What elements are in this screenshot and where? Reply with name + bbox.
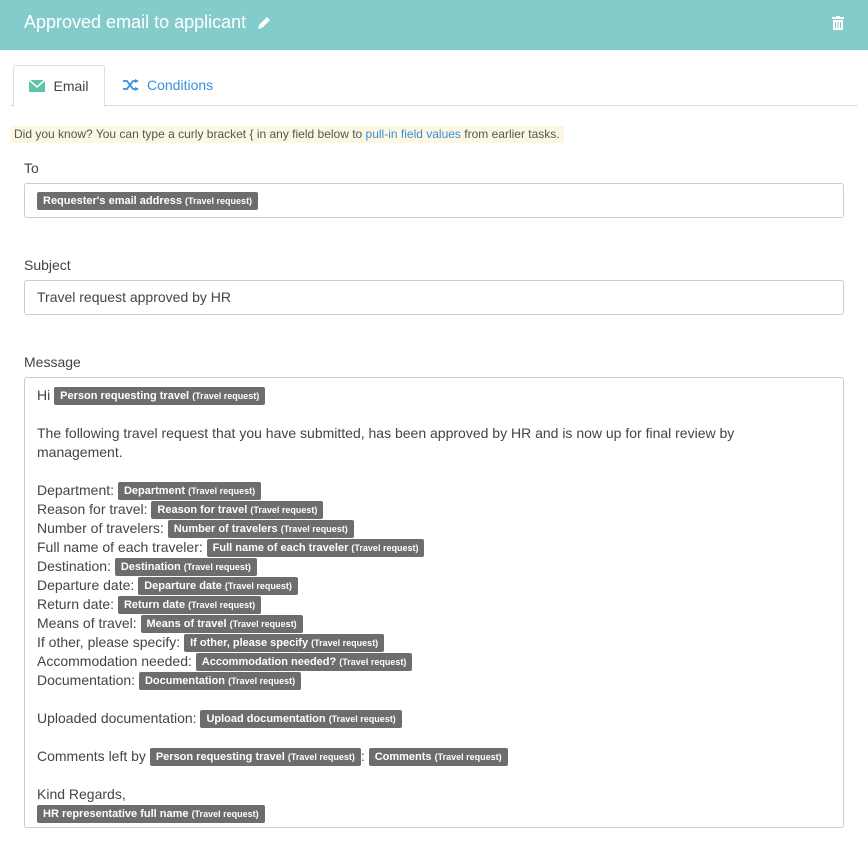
field-token[interactable] (37, 805, 265, 823)
token-name: Documentation (144, 675, 226, 688)
field-token[interactable] (151, 501, 323, 519)
field-token[interactable] (139, 672, 301, 690)
message-label: Message (24, 354, 81, 370)
field-line-label: Departure date: (37, 577, 135, 593)
pull-in-field-values-link[interactable]: pull-in field values (365, 127, 461, 141)
token-source: (Travel request) (228, 676, 296, 687)
token-source: (Travel request) (280, 524, 348, 535)
field-token[interactable] (200, 710, 401, 728)
token-source: (Travel request) (192, 391, 260, 402)
token-name: Number of travelers (173, 523, 278, 536)
tab-email-label: Email (53, 78, 89, 94)
message-field-line (37, 500, 734, 519)
field-line-label: Means of travel: (37, 615, 137, 631)
message-field-line (37, 633, 734, 652)
message-field-line (37, 519, 734, 538)
closing-text: Kind Regards, (37, 786, 126, 802)
to-field[interactable] (24, 183, 844, 218)
token-name: Reason for travel (157, 504, 248, 517)
message-field-line (37, 671, 734, 690)
field-token[interactable] (150, 748, 361, 766)
field-token[interactable] (54, 387, 265, 405)
trash-icon[interactable] (832, 16, 844, 30)
field-line-label: Reason for travel: (37, 501, 148, 517)
field-token[interactable] (37, 192, 258, 210)
subject-label: Subject (24, 257, 71, 273)
token-source: (Travel request) (191, 809, 259, 820)
token-source: (Travel request) (434, 752, 502, 763)
field-token[interactable] (138, 577, 298, 595)
field-line-label: Accommodation needed: (37, 653, 192, 669)
field-token[interactable] (141, 615, 303, 633)
token-name: HR representative full name (43, 808, 189, 821)
uploaded-label: Uploaded documentation: (37, 710, 197, 726)
page-title: Approved email to applicant (24, 12, 247, 32)
subject-field[interactable] (24, 280, 844, 315)
field-token[interactable] (115, 558, 257, 576)
envelope-icon (29, 80, 45, 92)
token-name: Department (123, 485, 186, 498)
tab-email[interactable] (13, 65, 105, 107)
token-source: (Travel request) (339, 657, 407, 668)
message-field-line (37, 614, 734, 633)
token-name: Person requesting travel (60, 390, 190, 403)
token-name: If other, please specify (190, 637, 309, 650)
tip-banner (10, 126, 564, 143)
message-field-line (37, 652, 734, 671)
token-name: Return date (123, 599, 186, 612)
field-line-label: If other, please specify: (37, 634, 181, 650)
token-name: Comments (374, 751, 432, 764)
field-token[interactable] (196, 653, 413, 671)
token-source: (Travel request) (188, 600, 256, 611)
message-field-line (37, 576, 734, 595)
token-source: (Travel request) (185, 196, 253, 206)
token-name: Requester's email address (43, 195, 182, 207)
token-source: (Travel request) (229, 619, 297, 630)
comments-separator: : (360, 748, 365, 764)
token-source: (Travel request) (250, 505, 318, 516)
field-line-label: Number of travelers: (37, 520, 164, 536)
token-name: Person requesting travel (155, 751, 285, 764)
intro-line-2: management. (37, 444, 123, 460)
token-source: (Travel request) (351, 543, 419, 554)
field-token[interactable] (168, 520, 354, 538)
token-name: Destination (120, 561, 181, 574)
tab-bar (10, 65, 858, 106)
token-name: Full name of each traveler (212, 542, 349, 555)
field-line-label: Destination: (37, 558, 111, 574)
message-body (37, 386, 734, 823)
pencil-icon[interactable] (256, 15, 272, 31)
tab-conditions[interactable] (123, 65, 213, 105)
message-field-line (37, 557, 734, 576)
field-token[interactable] (184, 634, 384, 652)
token-name: Means of travel (146, 618, 227, 631)
token-name: Upload documentation (206, 713, 326, 726)
field-token[interactable] (369, 748, 508, 766)
token-name: Departure date (144, 580, 222, 593)
message-field-line (37, 595, 734, 614)
token-source: (Travel request) (287, 752, 355, 763)
subject-value: Travel request approved by HR (37, 289, 232, 305)
field-line-label: Return date: (37, 596, 115, 612)
message-field-line (37, 538, 734, 557)
tab-conditions-label: Conditions (147, 77, 214, 93)
intro-line-1: The following travel request that you have submitted, has been approved by HR and is now up for final review by (37, 425, 735, 441)
greeting-text: Hi (37, 387, 51, 403)
field-line-label: Documentation: (37, 672, 136, 688)
header-bar (0, 0, 868, 50)
field-line-label: Department: (37, 482, 115, 498)
field-token[interactable] (118, 482, 261, 500)
message-field[interactable] (24, 377, 844, 828)
tip-text-before: Did you know? You can type a curly bracket { in any field below to (14, 127, 366, 141)
message-field-line (37, 481, 734, 500)
field-token[interactable] (118, 596, 261, 614)
tip-text-after: from earlier tasks. (460, 127, 560, 141)
token-source: (Travel request) (224, 581, 292, 592)
token-source: (Travel request) (311, 638, 379, 649)
field-token[interactable] (207, 539, 425, 557)
token-source: (Travel request) (188, 486, 256, 497)
token-source: (Travel request) (183, 562, 251, 573)
token-name: Accommodation needed? (201, 656, 337, 669)
token-source: (Travel request) (328, 714, 396, 725)
field-line-label: Full name of each traveler: (37, 539, 203, 555)
to-label: To (24, 160, 39, 176)
shuffle-icon (123, 79, 139, 91)
comments-label: Comments left by (37, 748, 146, 764)
